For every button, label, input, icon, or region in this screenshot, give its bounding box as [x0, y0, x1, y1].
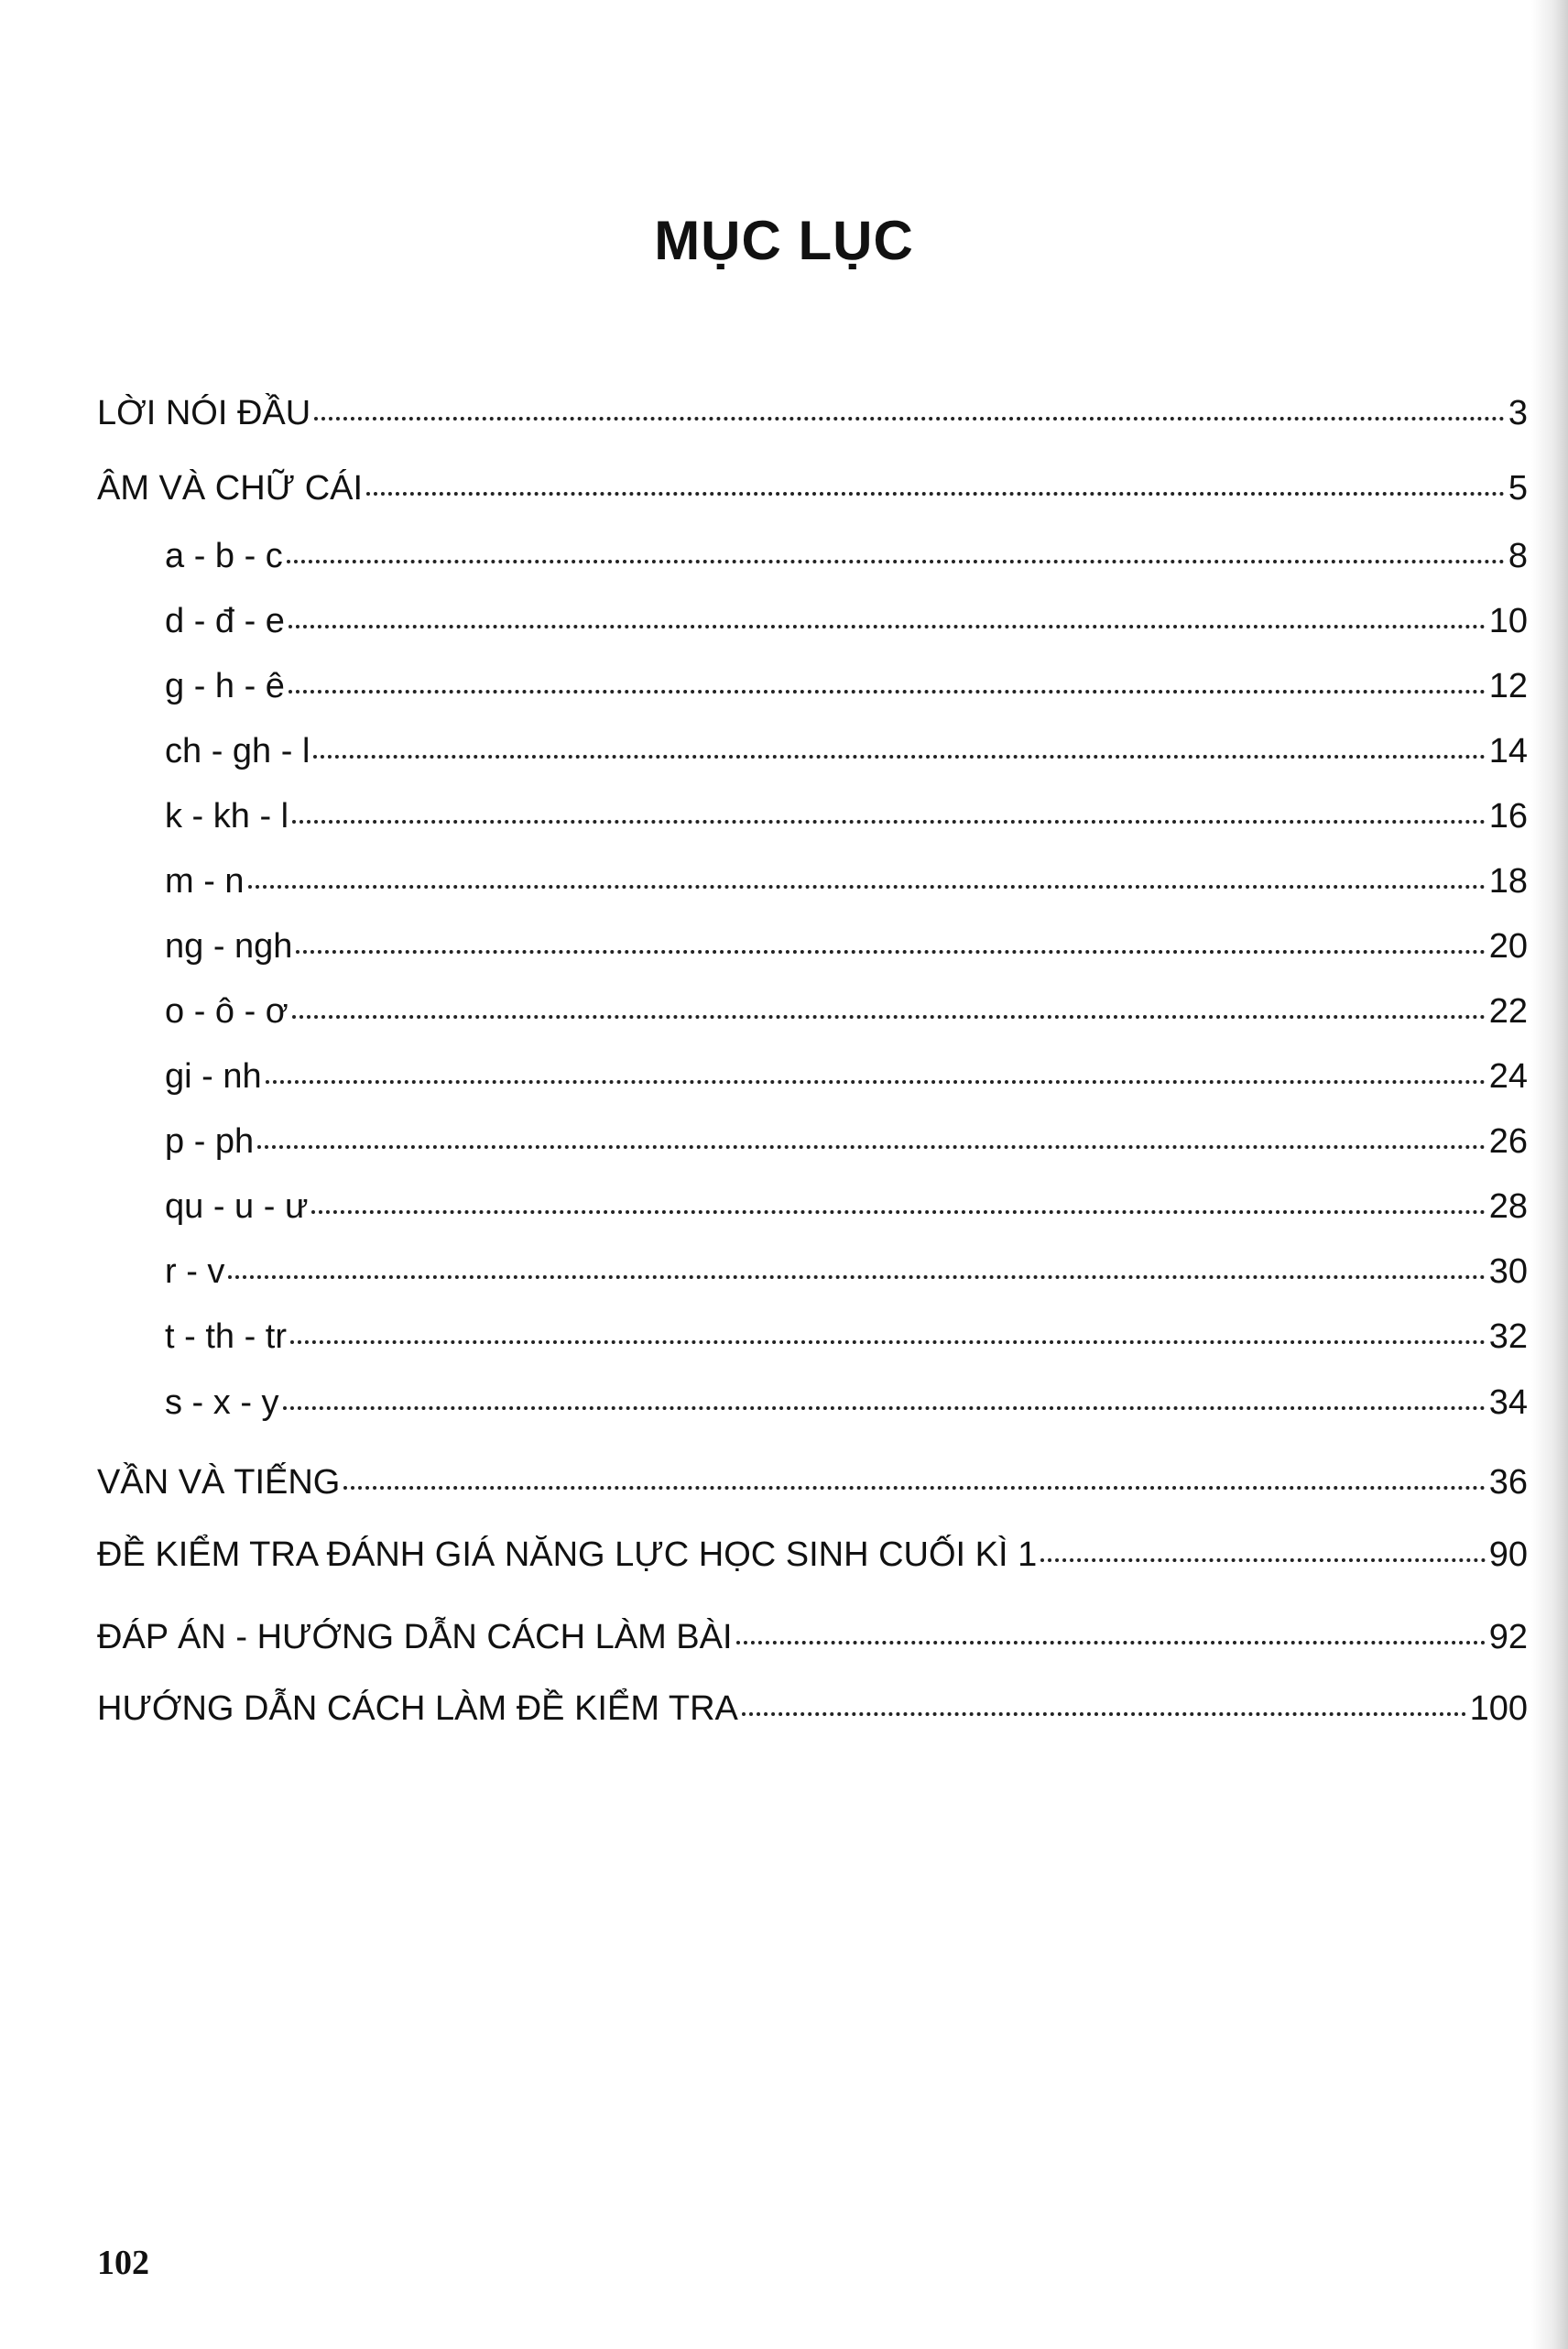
page-title: MỤC LỤC	[654, 210, 914, 271]
toc-entry-page: 10	[1488, 602, 1528, 640]
dot-leader	[742, 1685, 1466, 1716]
toc-subentry[interactable]	[165, 1120, 1528, 1163]
toc-entry-page: 14	[1488, 732, 1528, 770]
dot-leader	[366, 464, 1505, 496]
toc-subentry[interactable]	[165, 1185, 1528, 1228]
toc-entry-page: 18	[1488, 862, 1528, 901]
toc-entry-loi-noi-dau[interactable]	[97, 392, 1528, 434]
toc-entry-label: ng - ngh	[165, 927, 293, 966]
toc-entry-label: ch - gh - l	[165, 732, 310, 770]
dot-leader	[228, 1248, 1485, 1279]
toc-subentry[interactable]	[165, 535, 1528, 577]
toc-subentry[interactable]	[165, 1382, 1528, 1424]
toc-entry-page: 20	[1488, 927, 1528, 966]
toc-entry-page: 34	[1488, 1383, 1528, 1422]
toc-entry-page: 12	[1488, 667, 1528, 705]
page-number: 102	[97, 2244, 149, 2282]
toc-subentry[interactable]	[165, 730, 1528, 772]
toc-subentry[interactable]	[165, 925, 1528, 967]
toc-entry-label: ÂM VÀ CHỮ CÁI	[97, 469, 364, 508]
toc-entry-label: gi - nh	[165, 1057, 262, 1096]
toc-entry-page: 30	[1488, 1252, 1528, 1291]
toc-entry-label: s - x - y	[165, 1383, 279, 1422]
dot-leader	[289, 662, 1486, 694]
toc-entry-page: 28	[1488, 1187, 1528, 1226]
dot-leader	[287, 532, 1505, 563]
toc-entry-label: r - v	[165, 1252, 225, 1291]
toc-entry-label: o - ô - ơ	[165, 992, 289, 1031]
toc-entry-page: 5	[1508, 469, 1528, 508]
toc-entry-label: p - ph	[165, 1122, 255, 1161]
toc-entry-label: qu - u - ư	[165, 1187, 309, 1226]
toc-entry-page: 36	[1488, 1463, 1528, 1502]
toc-subentry[interactable]	[165, 1251, 1528, 1293]
toc-entry-label: t - th - tr	[165, 1317, 287, 1356]
dot-leader	[266, 1053, 1486, 1084]
toc-subentry[interactable]	[165, 860, 1528, 902]
toc-entry-de-kiem-tra[interactable]	[97, 1534, 1528, 1576]
dot-leader	[1040, 1531, 1485, 1562]
dot-leader	[248, 858, 1486, 889]
toc-entry-page: 24	[1488, 1057, 1528, 1096]
toc-entry-huong-dan[interactable]	[97, 1688, 1528, 1730]
dot-leader	[311, 1183, 1485, 1214]
toc-entry-page: 16	[1488, 797, 1528, 836]
toc-subentry[interactable]	[165, 600, 1528, 642]
toc-entry-page: 8	[1508, 537, 1528, 575]
dot-leader	[343, 1459, 1485, 1490]
toc-entry-page: 22	[1488, 992, 1528, 1031]
toc-entry-label: a - b - c	[165, 537, 283, 575]
toc-subentry[interactable]	[165, 665, 1528, 707]
toc-entry-label: g - h - ê	[165, 667, 285, 705]
dot-leader	[290, 1313, 1486, 1344]
toc-entry-page: 92	[1488, 1618, 1528, 1656]
toc-entry-page: 100	[1469, 1689, 1528, 1728]
toc-entry-label: VẦN VÀ TIẾNG	[97, 1463, 341, 1502]
dot-leader	[296, 923, 1485, 954]
dot-leader	[292, 988, 1486, 1019]
toc-entry-label: m - n	[165, 862, 245, 901]
toc-entry-label: k - kh - l	[165, 797, 289, 836]
toc-entry-page: 3	[1508, 394, 1528, 432]
toc-entry-page: 26	[1488, 1122, 1528, 1161]
toc-entry-van-va-tieng[interactable]	[97, 1461, 1528, 1503]
toc-entry-label: LỜI NÓI ĐẦU	[97, 394, 311, 432]
dot-leader	[257, 1118, 1486, 1149]
dot-leader	[292, 792, 1486, 824]
toc-entry-am-va-chu-cai[interactable]	[97, 467, 1528, 509]
toc-entry-page: 32	[1488, 1317, 1528, 1356]
dot-leader	[313, 727, 1485, 759]
dot-leader	[283, 1379, 1486, 1410]
toc-subentry[interactable]	[165, 795, 1528, 837]
toc-subentry[interactable]	[165, 1055, 1528, 1098]
toc-entry-label: d - đ - e	[165, 602, 285, 640]
toc-subentry[interactable]	[165, 1316, 1528, 1358]
toc-entry-label: HƯỚNG DẪN CÁCH LÀM ĐỀ KIỂM TRA	[97, 1689, 738, 1728]
dot-leader	[736, 1613, 1486, 1644]
toc-subentry[interactable]	[165, 990, 1528, 1032]
toc-entry-page: 90	[1488, 1535, 1528, 1574]
toc-entry-dap-an[interactable]	[97, 1616, 1528, 1658]
toc-entry-label: ĐÁP ÁN - HƯỚNG DẪN CÁCH LÀM BÀI	[97, 1618, 733, 1656]
dot-leader	[314, 389, 1505, 421]
toc-entry-label: ĐỀ KIỂM TRA ĐÁNH GIÁ NĂNG LỰC HỌC SINH CUỐI KÌ 1	[97, 1535, 1038, 1574]
dot-leader	[289, 597, 1486, 628]
